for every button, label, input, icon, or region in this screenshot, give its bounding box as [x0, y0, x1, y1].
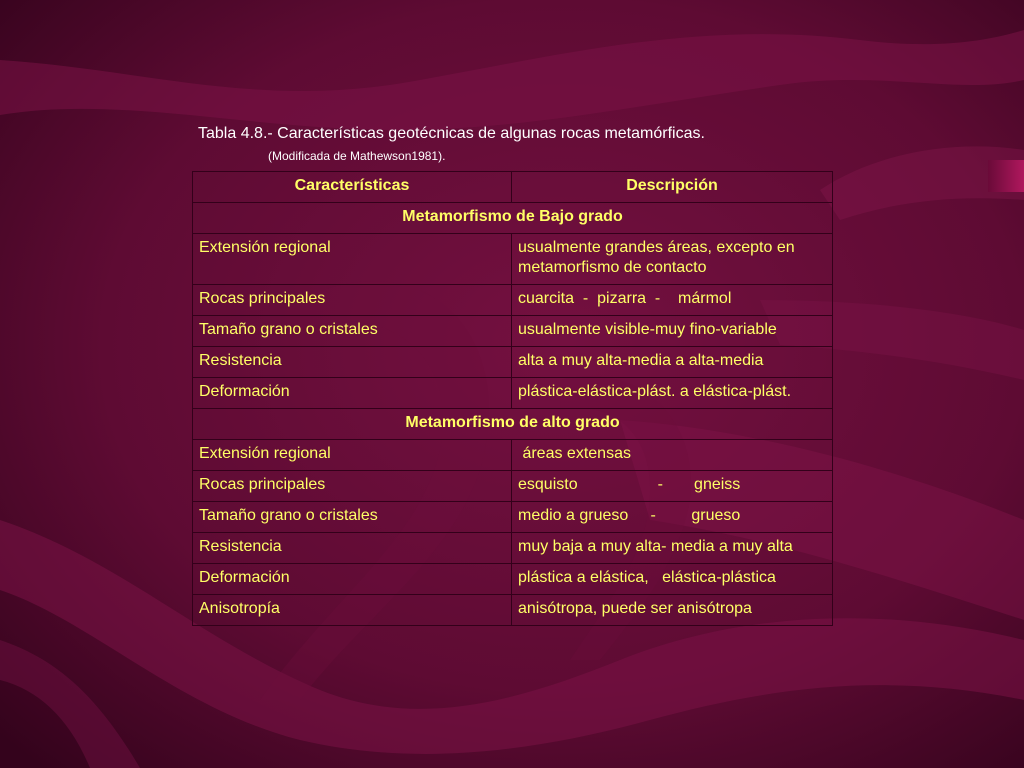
table-cell: Rocas principales [193, 285, 512, 316]
table-row [193, 316, 833, 347]
table-cell: esquisto - gneiss [512, 471, 833, 502]
table-row [193, 471, 833, 502]
table-row [193, 347, 833, 378]
table-row [193, 234, 833, 285]
table-cell: plástica-elástica-plást. a elástica-plást. [512, 378, 833, 409]
section-title: Metamorfismo de alto grado [193, 409, 833, 440]
table-cell: Deformación [193, 378, 512, 409]
column-header: Descripción [512, 172, 833, 203]
table-cell: usualmente grandes áreas, excepto en metamorfismo de contacto [512, 234, 833, 285]
table-cell: alta a muy alta-media a alta-media [512, 347, 833, 378]
section-title: Metamorfismo de Bajo grado [193, 203, 833, 234]
table-cell: Anisotropía [193, 595, 512, 626]
table-header-row [193, 172, 833, 203]
data-table [192, 171, 833, 626]
table-cell: Rocas principales [193, 471, 512, 502]
table-cell: anisótropa, puede ser anisótropa [512, 595, 833, 626]
page-title: Tabla 4.8.- Características geotécnicas de algunas rocas metamórficas. [198, 125, 705, 142]
table-cell: Resistencia [193, 347, 512, 378]
table-cell: Deformación [193, 564, 512, 595]
page-subtitle: (Modificada de Mathewson1981). [268, 149, 446, 163]
table-cell: Extensión regional [193, 234, 512, 285]
table-cell: Tamaño grano o cristales [193, 502, 512, 533]
column-header: Características [193, 172, 512, 203]
section-row [193, 409, 833, 440]
table-cell: medio a grueso - grueso [512, 502, 833, 533]
table-cell: cuarcita - pizarra - mármol [512, 285, 833, 316]
section-row [193, 203, 833, 234]
table-row [193, 285, 833, 316]
table-cell: Tamaño grano o cristales [193, 316, 512, 347]
table-row [193, 564, 833, 595]
table-cell: muy baja a muy alta- media a muy alta [512, 533, 833, 564]
table-cell: plástica a elástica, elástica-plástica [512, 564, 833, 595]
table-cell: Resistencia [193, 533, 512, 564]
table-row [193, 440, 833, 471]
table-cell: Extensión regional [193, 440, 512, 471]
table-cell: usualmente visible-muy fino-variable [512, 316, 833, 347]
table-row [193, 502, 833, 533]
table-row [193, 595, 833, 626]
table-row [193, 378, 833, 409]
table-row [193, 533, 833, 564]
table-cell: áreas extensas [512, 440, 833, 471]
